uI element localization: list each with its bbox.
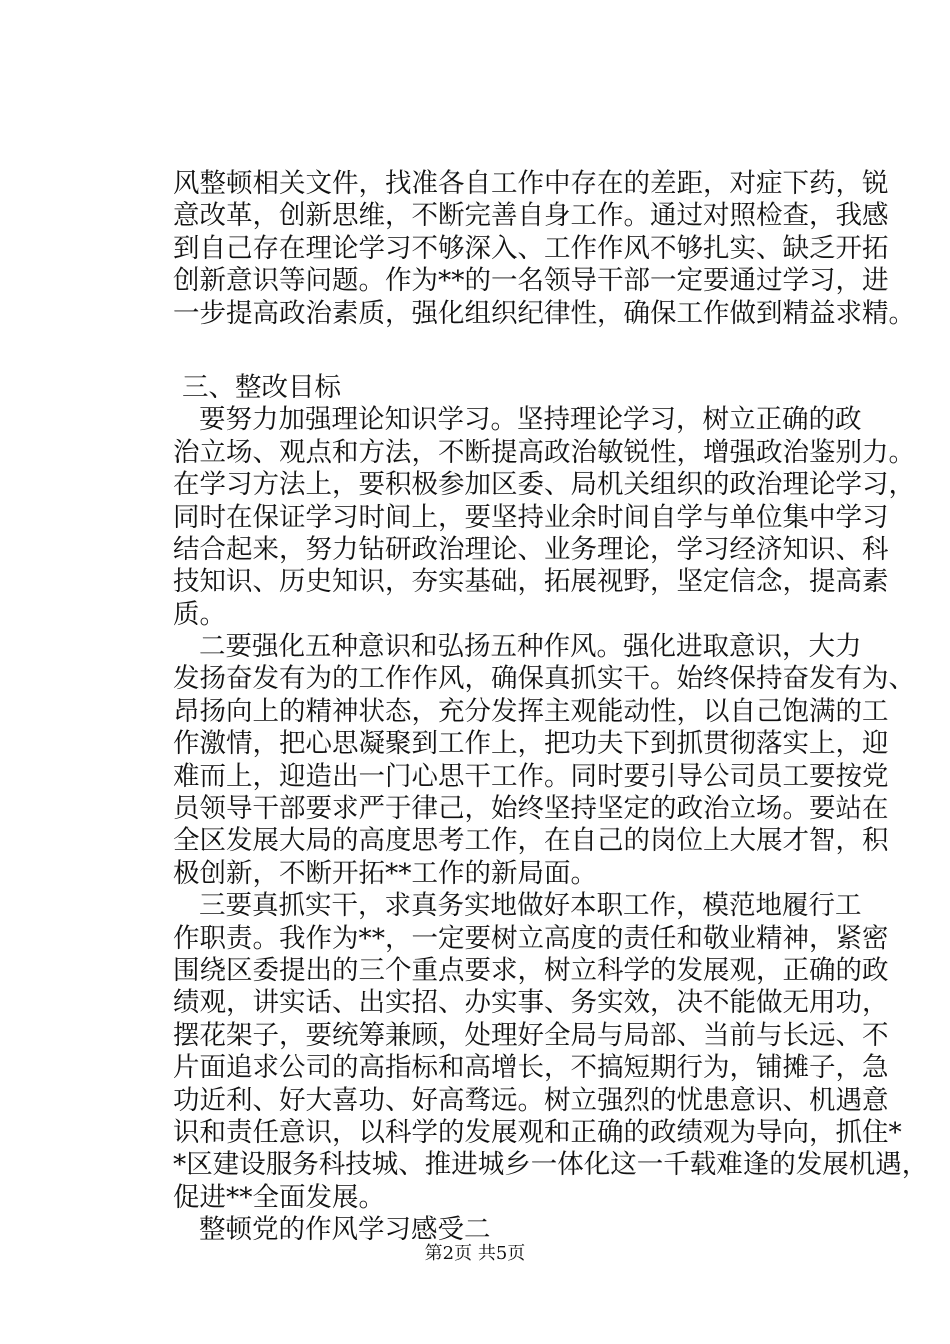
section-heading: 三、整改目标 [182, 371, 341, 403]
text-line: 要努力加强理论知识学习。坚持理论学习，树立正确的政 [199, 404, 862, 436]
text-line: 风整顿相关文件，找准各自工作中存在的差距，对症下药，锐 [173, 168, 889, 199]
page-number-footer: 第2页 共5页 [424, 1243, 526, 1264]
text-line: 结合起来，努力钻研政治理论、业务理论，学习经济知识、科 [173, 533, 889, 565]
text-line: 质。 [173, 598, 226, 630]
closing-title: 整顿党的作风学习感受二 [199, 1214, 491, 1246]
text-line: 促进**全面发展。 [173, 1181, 385, 1213]
text-line: 功近利、好大喜功、好高骛远。树立强烈的忧患意识、机遇意 [173, 1084, 889, 1116]
text-line: 绩观，讲实话、出实招、办实事、务实效，决不能做无用功， [173, 987, 889, 1019]
text-line: 一步提高政治素质，强化组织纪律性，确保工作做到精益求精。 [173, 297, 915, 329]
text-line: 极创新，不断开拓**工作的新局面。 [173, 857, 597, 889]
text-line: 全区发展大局的高度思考工作，在自己的岗位上大展才智，积 [173, 825, 889, 857]
paragraph-1 [173, 168, 915, 330]
paragraph-2 [173, 404, 915, 631]
text-line: 在学习方法上，要积极参加区委、局机关组织的政治理论学习， [173, 469, 915, 501]
paragraph-gap [173, 330, 855, 372]
text-line: 意改革，创新思维，不断完善自身工作。通过对照检查，我感 [173, 200, 889, 232]
document-body [173, 168, 929, 1247]
text-line: 围绕区委提出的三个重点要求，树立科学的发展观，正确的政 [173, 954, 889, 986]
text-line: *区建设服务科技城、推进城乡一体化这一千载难逢的发展机遇， [173, 1149, 929, 1181]
text-line: 二要强化五种意识和弘扬五种作风。强化进取意识，大力 [199, 631, 862, 663]
text-line: 治立场、观点和方法，不断提高政治敏锐性，增强政治鉴别力。 [173, 436, 915, 468]
text-line: 片面追求公司的高指标和高增长，不搞短期行为，铺摊子，急 [173, 1052, 889, 1084]
text-line: 作职责。我作为**，一定要树立高度的责任和敬业精神，紧密 [173, 922, 889, 954]
paragraph-4 [173, 890, 929, 1214]
text-line: 作激情，把心思凝聚到工作上，把功夫下到抓贯彻落实上，迎 [173, 728, 889, 760]
text-line: 识和责任意识，以科学的发展观和正确的政绩观为导向，抓住* [173, 1116, 902, 1148]
text-line: 摆花架子，要统筹兼顾，处理好全局与局部、当前与长远、不 [173, 1019, 889, 1051]
text-line: 技知识、历史知识，夯实基础，拓展视野，坚定信念，提高素 [173, 566, 889, 598]
text-line: 昂扬向上的精神状态，充分发挥主观能动性，以自己饱满的工 [173, 695, 889, 727]
text-line: 同时在保证学习时间上，要坚持业余时间自学与单位集中学习 [173, 501, 889, 533]
text-line: 难而上，迎造出一门心思干工作。同时要引导公司员工要按党 [173, 760, 889, 792]
text-line: 创新意识等问题。作为**的一名领导干部一定要通过学习，进 [173, 265, 889, 297]
text-line: 发扬奋发有为的工作作风，确保真抓实干。始终保持奋发有为、 [173, 663, 915, 695]
text-line: 三要真抓实干，求真务实地做好本职工作，模范地履行工 [199, 890, 862, 922]
text-line: 到自己存在理论学习不够深入、工作作风不够扎实、缺乏开拓 [173, 232, 889, 264]
paragraph-3 [173, 631, 915, 890]
text-line: 员领导干部要求严于律己，始终坚持坚定的政治立场。要站在 [173, 793, 889, 825]
